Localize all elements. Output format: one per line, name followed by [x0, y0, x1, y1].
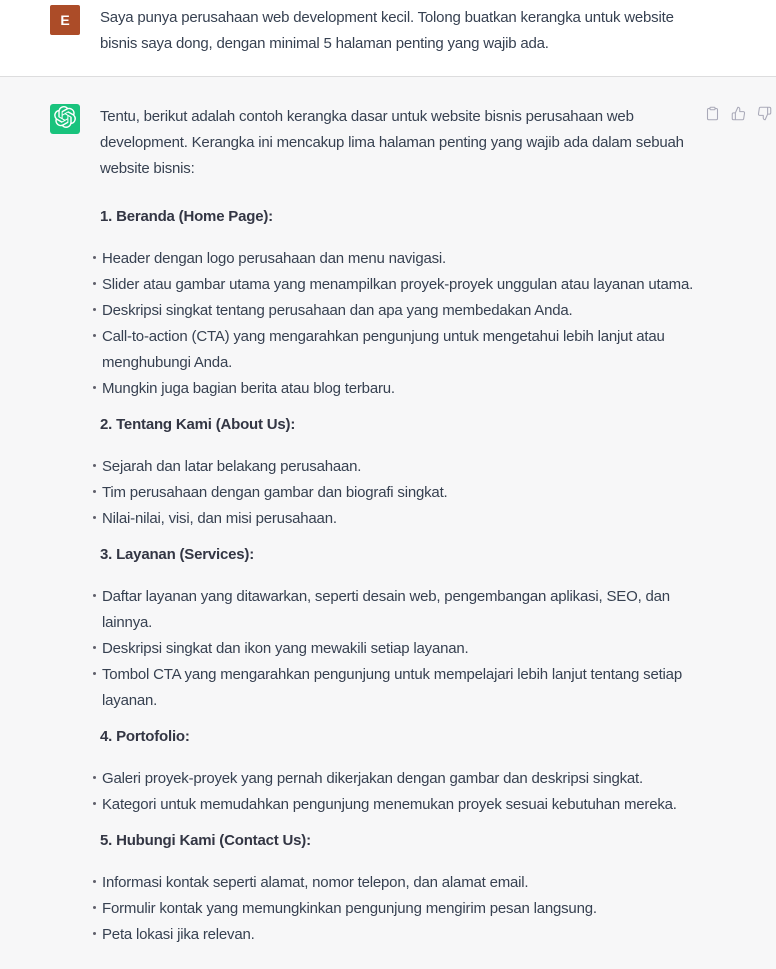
list-item: Mungkin juga bagian berita atau blog terbaru. [102, 376, 696, 402]
list-item: Sejarah dan latar belakang perusahaan. [102, 454, 696, 480]
list-item: Informasi kontak seperti alamat, nomor telepon, dan alamat email. [102, 870, 696, 896]
list-item: Slider atau gambar utama yang menampilkan proyek-proyek unggulan atau layanan utama. [102, 272, 696, 298]
thumbs-up-button[interactable] [731, 106, 746, 121]
list-item: Deskripsi singkat dan ikon yang mewakili setiap layanan. [102, 636, 696, 662]
user-avatar-gutter [50, 5, 80, 35]
list-item: Galeri proyek-proyek yang pernah dikerjakan dengan gambar dan deskripsi singkat. [102, 766, 696, 792]
user-message-text: Saya punya perusahaan web development kecil. Tolong buatkan kerangka untuk website bisnis saya dong, dengan minimal 5 halaman penting yang wajib ada. [100, 9, 674, 52]
list-item: Header dengan logo perusahaan dan menu navigasi. [102, 246, 696, 272]
assistant-message-content [100, 104, 696, 958]
list-item: Peta lokasi jika relevan. [102, 922, 696, 948]
section-heading: 2. Tentang Kami (About Us): [100, 416, 296, 433]
list-item: Formulir kontak yang memungkinkan pengunjung mengirim pesan langsung. [102, 896, 696, 922]
section-heading: 5. Hubungi Kami (Contact Us): [100, 832, 311, 849]
copy-icon [705, 106, 720, 121]
user-avatar: E [50, 5, 80, 35]
user-message-content [100, 5, 696, 57]
assistant-intro-text: Tentu, berikut adalah contoh kerangka dasar untuk website bisnis perusahaan web development. Kerangka ini mencakup lima halaman penting yang wajib ada dalam sebuah website bisnis: [100, 108, 684, 177]
openai-logo-icon [54, 106, 76, 132]
bullet-list [100, 246, 696, 402]
copy-button[interactable] [705, 106, 720, 121]
message-actions [696, 106, 776, 121]
section-heading: 4. Portofolio: [100, 728, 190, 745]
list-item: Call-to-action (CTA) yang mengarahkan pengunjung untuk mengetahui lebih lanjut atau menghubungi Anda. [102, 324, 696, 376]
user-message-row [0, 0, 776, 76]
section-heading: 1. Beranda (Home Page): [100, 208, 273, 225]
bullet-list [100, 454, 696, 532]
list-item: Tombol CTA yang mengarahkan pengunjung untuk mempelajari lebih lanjut tentang setiap layanan. [102, 662, 696, 714]
list-item: Nilai-nilai, visi, dan misi perusahaan. [102, 506, 696, 532]
thumbs-down-button[interactable] [757, 106, 772, 121]
bullet-list [100, 870, 696, 948]
thumbs-up-icon [731, 106, 746, 121]
bullet-list [100, 584, 696, 714]
list-item: Kategori untuk memudahkan pengunjung menemukan proyek sesuai kebutuhan mereka. [102, 792, 696, 818]
assistant-message-row [0, 76, 776, 968]
list-item: Tim perusahaan dengan gambar dan biografi singkat. [102, 480, 696, 506]
list-item: Daftar layanan yang ditawarkan, seperti desain web, pengembangan aplikasi, SEO, dan lainnya. [102, 584, 696, 636]
list-item: Deskripsi singkat tentang perusahaan dan apa yang membedakan Anda. [102, 298, 696, 324]
chatgpt-avatar [50, 104, 80, 134]
thumbs-down-icon [757, 106, 772, 121]
section-heading: 3. Layanan (Services): [100, 546, 255, 563]
assistant-avatar-gutter [50, 104, 80, 134]
bullet-list [100, 766, 696, 818]
